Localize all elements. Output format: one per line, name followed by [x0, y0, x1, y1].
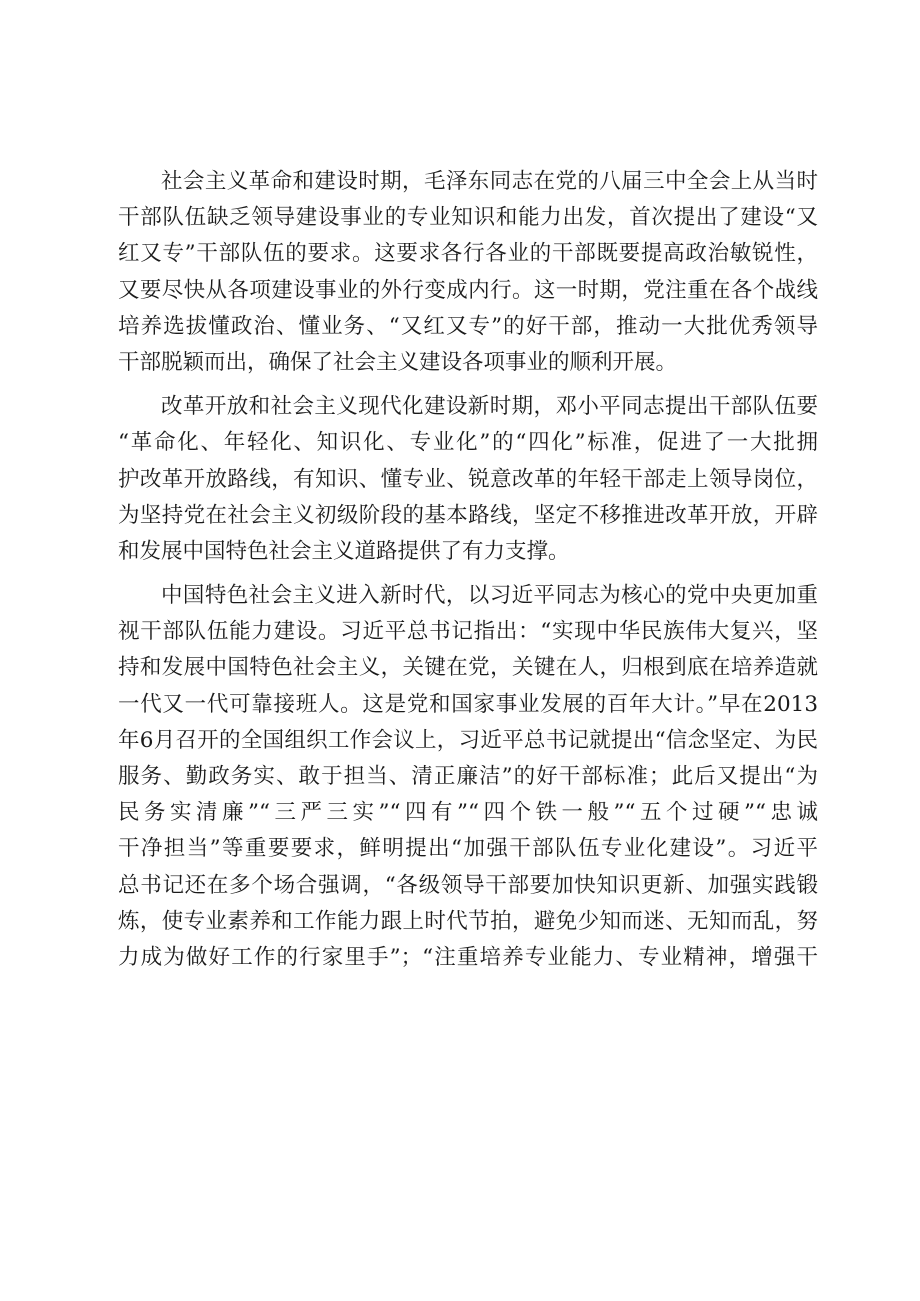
text-line: 视干部队伍能力建设。习近平总书记指出：“实现中华民族伟大复兴，坚	[118, 619, 818, 645]
text-line: 又要尽快从各项建设事业的外行变成内行。这一时期，党注重在各个战线	[118, 277, 818, 303]
paragraph-reform-opening	[118, 389, 818, 570]
text-line: 炼，使专业素养和工作能力跟上时代节拍，避免少知而迷、无知而乱，努	[118, 908, 818, 934]
text-line: 培养选拔懂政治、懂业务、“又红又专”的好干部，推动一大批优秀领导	[118, 313, 818, 339]
text-line: 服务、勤政务实、敢于担当、清正廉洁”的好干部标准；此后又提出“为	[118, 764, 818, 789]
text-line: 干部队伍缺乏领导建设事业的专业知识和能力出发，首次提出了建设“又	[118, 205, 818, 231]
text-line: 持和发展中国特色社会主义，关键在党，关键在人，归根到底在培养造就	[118, 655, 818, 681]
text-line: 改革开放和社会主义现代化建设新时期，邓小平同志提出干部队伍要	[161, 394, 818, 420]
text-line: 民务实清廉”“三严三实”“四有”“四个铁一般”“五个过硬”“忠诚	[118, 800, 818, 826]
text-line: 和发展中国特色社会主义道路提供了有力支撑。	[118, 538, 570, 564]
text-line: 护改革开放路线，有知识、懂专业、锐意改革的年轻干部走上领导岗位，	[118, 466, 818, 492]
text-line: 干净担当”等重要要求，鲜明提出“加强干部队伍专业化建设”。习近平	[118, 836, 818, 862]
paragraph-new-era	[118, 578, 818, 976]
text-line: 总书记还在多个场合强调，“各级领导干部要加快知识更新、加强实践锻	[118, 872, 818, 898]
paragraph-socialist-revolution	[118, 164, 818, 381]
document-body	[118, 164, 818, 976]
text-line: 为坚持党在社会主义初级阶段的基本路线，坚定不移推进改革开放，开辟	[118, 502, 818, 528]
text-line: 力成为做好工作的行家里手”；“注重培养专业能力、专业精神，增强干	[118, 944, 818, 970]
text-line: 中国特色社会主义进入新时代，以习近平同志为核心的党中央更加重	[161, 583, 818, 609]
text-line: 年6月召开的全国组织工作会议上，习近平总书记就提出“信念坚定、为民	[118, 727, 818, 753]
text-line: 社会主义革命和建设时期，毛泽东同志在党的八届三中全会上从当时	[161, 169, 818, 194]
text-line: 一代又一代可靠接班人。这是党和国家事业发展的百年大计。”早在2013	[118, 691, 818, 717]
text-line: “革命化、年轻化、知识化、专业化”的“四化”标准，促进了一大批拥	[118, 430, 818, 456]
text-line: 干部脱颖而出，确保了社会主义建设各项事业的顺利开展。	[118, 349, 678, 375]
text-line: 红又专”干部队伍的要求。这要求各行各业的干部既要提高政治敏锐性，	[118, 241, 818, 267]
